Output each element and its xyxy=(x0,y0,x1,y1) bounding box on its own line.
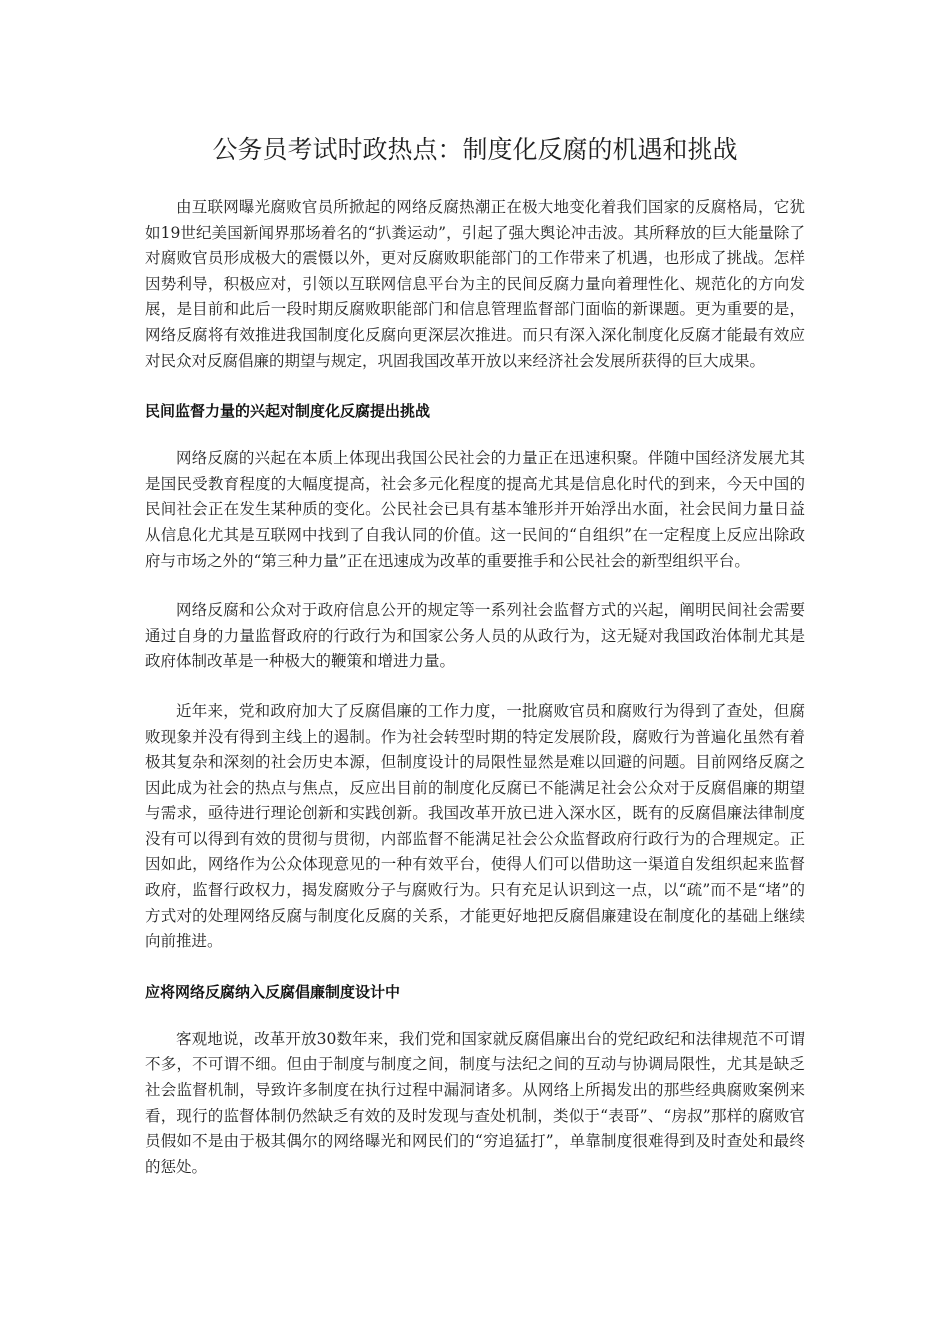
section1-paragraph-3: 近年来，党和政府加大了反腐倡廉的工作力度，一批腐败官员和腐败行为得到了查处，但腐败现象并没有得到主线上的遏制。作为社会转型时期的特定发展阶段，腐败行为普遍化虽然有着极其复杂和深刻的社会历史本源，但制度设计的局限性显然是难以回避的问题。目前网络反腐之因此成为社会的热点与焦点，反应出目前的制度化反腐已不能满足社会公众对于反腐倡廉的期望与需求，亟待进行理论创新和实践创新。我国改革开放已进入深水区，既有的反腐倡廉法律制度没有可以得到有效的贯彻与贯彻，内部监督不能满足社会公众监督政府行政行为的合理规定。正因如此，网络作为公众体现意见的一种有效平台，使得人们可以借助这一渠道自发组织起来监督政府，监督行政权力，揭发腐败分子与腐败行为。只有充足认识到这一点，以“疏”而不是“堵”的方式对的处理网络反腐与制度化反腐的关系，才能更好地把反腐倡廉建设在制度化的基础上继续向前推进。 xyxy=(145,701,805,951)
intro-paragraph: 由互联网曝光腐败官员所掀起的网络反腐热潮正在极大地变化着我们国家的反腐格局，它犹如19世纪美国新闻界那场着名的“扒粪运动”，引起了强大舆论冲击波。其所释放的巨大能量除了对腐败官员形成极大的震慑以外，更对反腐败职能部门的工作带来了机遇，也形成了挑战。怎样因势利导，积极应对，引领以互联网信息平台为主的民间反腐力量向着理性化、规范化的方向发展，是目前和此后一段时期反腐败职能部门和信息管理监督部门面临的新课题。更为重要的是，网络反腐将有效推进我国制度化反腐向更深层次推进。而只有深入深化制度化反腐才能最有效应对民众对反腐倡廉的期望与规定，巩固我国改革开放以来经济社会发展所获得的巨大成果。 xyxy=(145,198,805,370)
section-heading-institutional-design: 应将网络反腐纳入反腐倡廉制度设计中 xyxy=(145,982,401,1001)
section2-paragraph-1: 客观地说，改革开放30数年来，我们党和国家就反腐倡廉出台的党纪政纪和法律规范不可谓不多，不可谓不细。但由于制度与制度之间，制度与法纪之间的互动与协调局限性，尤其是缺乏社会监督机制，导致许多制度在执行过程中漏洞诸多。从网络上所揭发出的那些经典腐败案例来看，现行的监督体制仍然缺乏有效的及时发现与查处机制，类似于“表哥”、“房叔”那样的腐败官员假如不是由于极其偶尔的网络曝光和网民们的“穷追猛打”，单靠制度很难得到及时查处和最终的惩处。 xyxy=(145,1029,805,1176)
document-title: 公务员考试时政热点：制度化反腐的机遇和挑战 xyxy=(212,135,738,164)
section1-paragraph-2: 网络反腐和公众对于政府信息公开的规定等一系列社会监督方式的兴起，阐明民间社会需要通过自身的力量监督政府的行政行为和国家公务人员的从政行为，这无疑对我国政治体制尤其是政府体制改革是一种极大的鞭策和增进力量。 xyxy=(145,601,805,671)
document-body xyxy=(145,195,805,1204)
section1-paragraph-1: 网络反腐的兴起在本质上体现出我国公民社会的力量正在迅速积聚。伴随中国经济发展尤其是国民受教育程度的大幅度提高，社会多元化程度的提高尤其是信息化时代的到来，今天中国的民间社会正在发生某种质的变化。公民社会已具有基本雏形并开始浮出水面，社会民间力量日益从信息化尤其是互联网中找到了自我认同的价值。这一民间的“自组织”在一定程度上反应出除政府与市场之外的“第三种力量”正在迅速成为改革的重要推手和公民社会的新型组织平台。 xyxy=(145,449,805,570)
section-heading-civil-supervision: 民间监督力量的兴起对制度化反腐提出挑战 xyxy=(145,402,431,421)
